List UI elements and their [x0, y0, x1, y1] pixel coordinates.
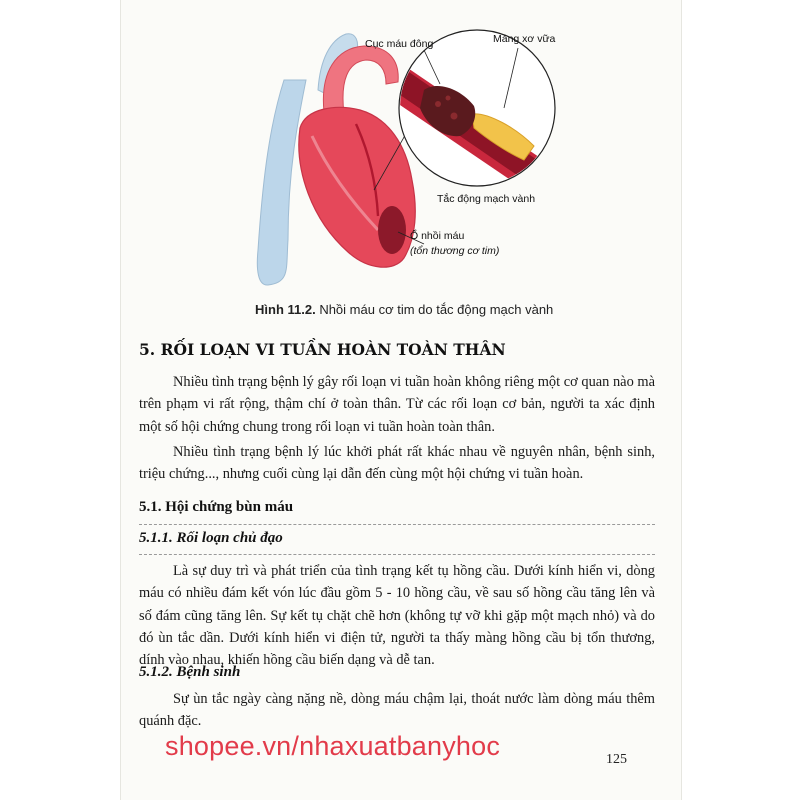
plaque-label: Mảng xơ vữa [493, 33, 556, 45]
infarct-label: Ổ nhồi máu [410, 230, 465, 242]
artery-label: Tắc động mạch vành [437, 193, 536, 205]
subsubsection-heading-2: 5.1.2. Bệnh sinh [139, 664, 241, 680]
clot-label: Cục máu đông [365, 38, 434, 50]
section-paragraph-1: Nhiều tình trạng bệnh lý gây rối loạn vi tuần hoàn không riêng một cơ quan nào mà trên phạm vi rất rộng, thậm chí ở toàn thân. Từ các rối loạn cơ bản, người ta xác định một số hội chứng chung trong rối loạn vi tuần hoàn toàn thân. [139, 374, 655, 435]
subsection-paragraph-1: Là sự duy trì và phát triển của tình trạng kết tụ hồng cầu. Dưới kính hiển vi, dòng máu có nhiều đám kết vón lúc đầu gồm 5 - 10 hồng cầu, về sau số hồng cầu tăng lên và số đám cũng tăng lên. Sự kết tụ chặt chẽ hơn (không tự vỡ khi gặp một mạch nhỏ) và do đó ùn tắc dần. Dưới kính hiển vi điện tử, người ta thấy màng hồng cầu bị tổn thương, dính vào nhau, khiến hồng cầu biến dạng và dễ tan. [139, 563, 655, 669]
subsection-paragraph-2: Sự ùn tắc ngày càng nặng nề, dòng máu chậm lại, thoát nước làm dòng máu thêm quánh đặc. [139, 691, 655, 730]
watermark: shopee.vn/nhaxuatbanyhoc [165, 731, 501, 761]
vena-cava [257, 80, 306, 285]
figure-caption [255, 302, 553, 317]
divider [139, 524, 655, 525]
heart-illustration [228, 20, 568, 300]
divider [139, 554, 655, 555]
infarct-zone [378, 206, 406, 254]
section-heading: 5. RỐI LOẠN VI TUẦN HOÀN TOÀN THÂN [139, 340, 506, 359]
caption-prefix: Hình 11.2. [255, 302, 316, 317]
subsection-heading: 5.1. Hội chứng bùn máu [139, 499, 294, 515]
section-paragraph-2: Nhiều tình trạng bệnh lý lúc khởi phát rất khác nhau về nguyên nhân, bệnh sinh, triệu chứng..., nhưng cuối cùng lại dẫn đến cùng một hội chứng vi tuần hoàn. [139, 444, 655, 483]
infarct-sublabel: (tổn thương cơ tim) [410, 245, 500, 257]
subsubsection-heading-1: 5.1.1. Rối loạn chủ đạo [139, 530, 283, 546]
page-number: 125 [606, 752, 627, 767]
caption-text: Nhồi máu cơ tim do tắc động mạch vành [315, 302, 554, 317]
